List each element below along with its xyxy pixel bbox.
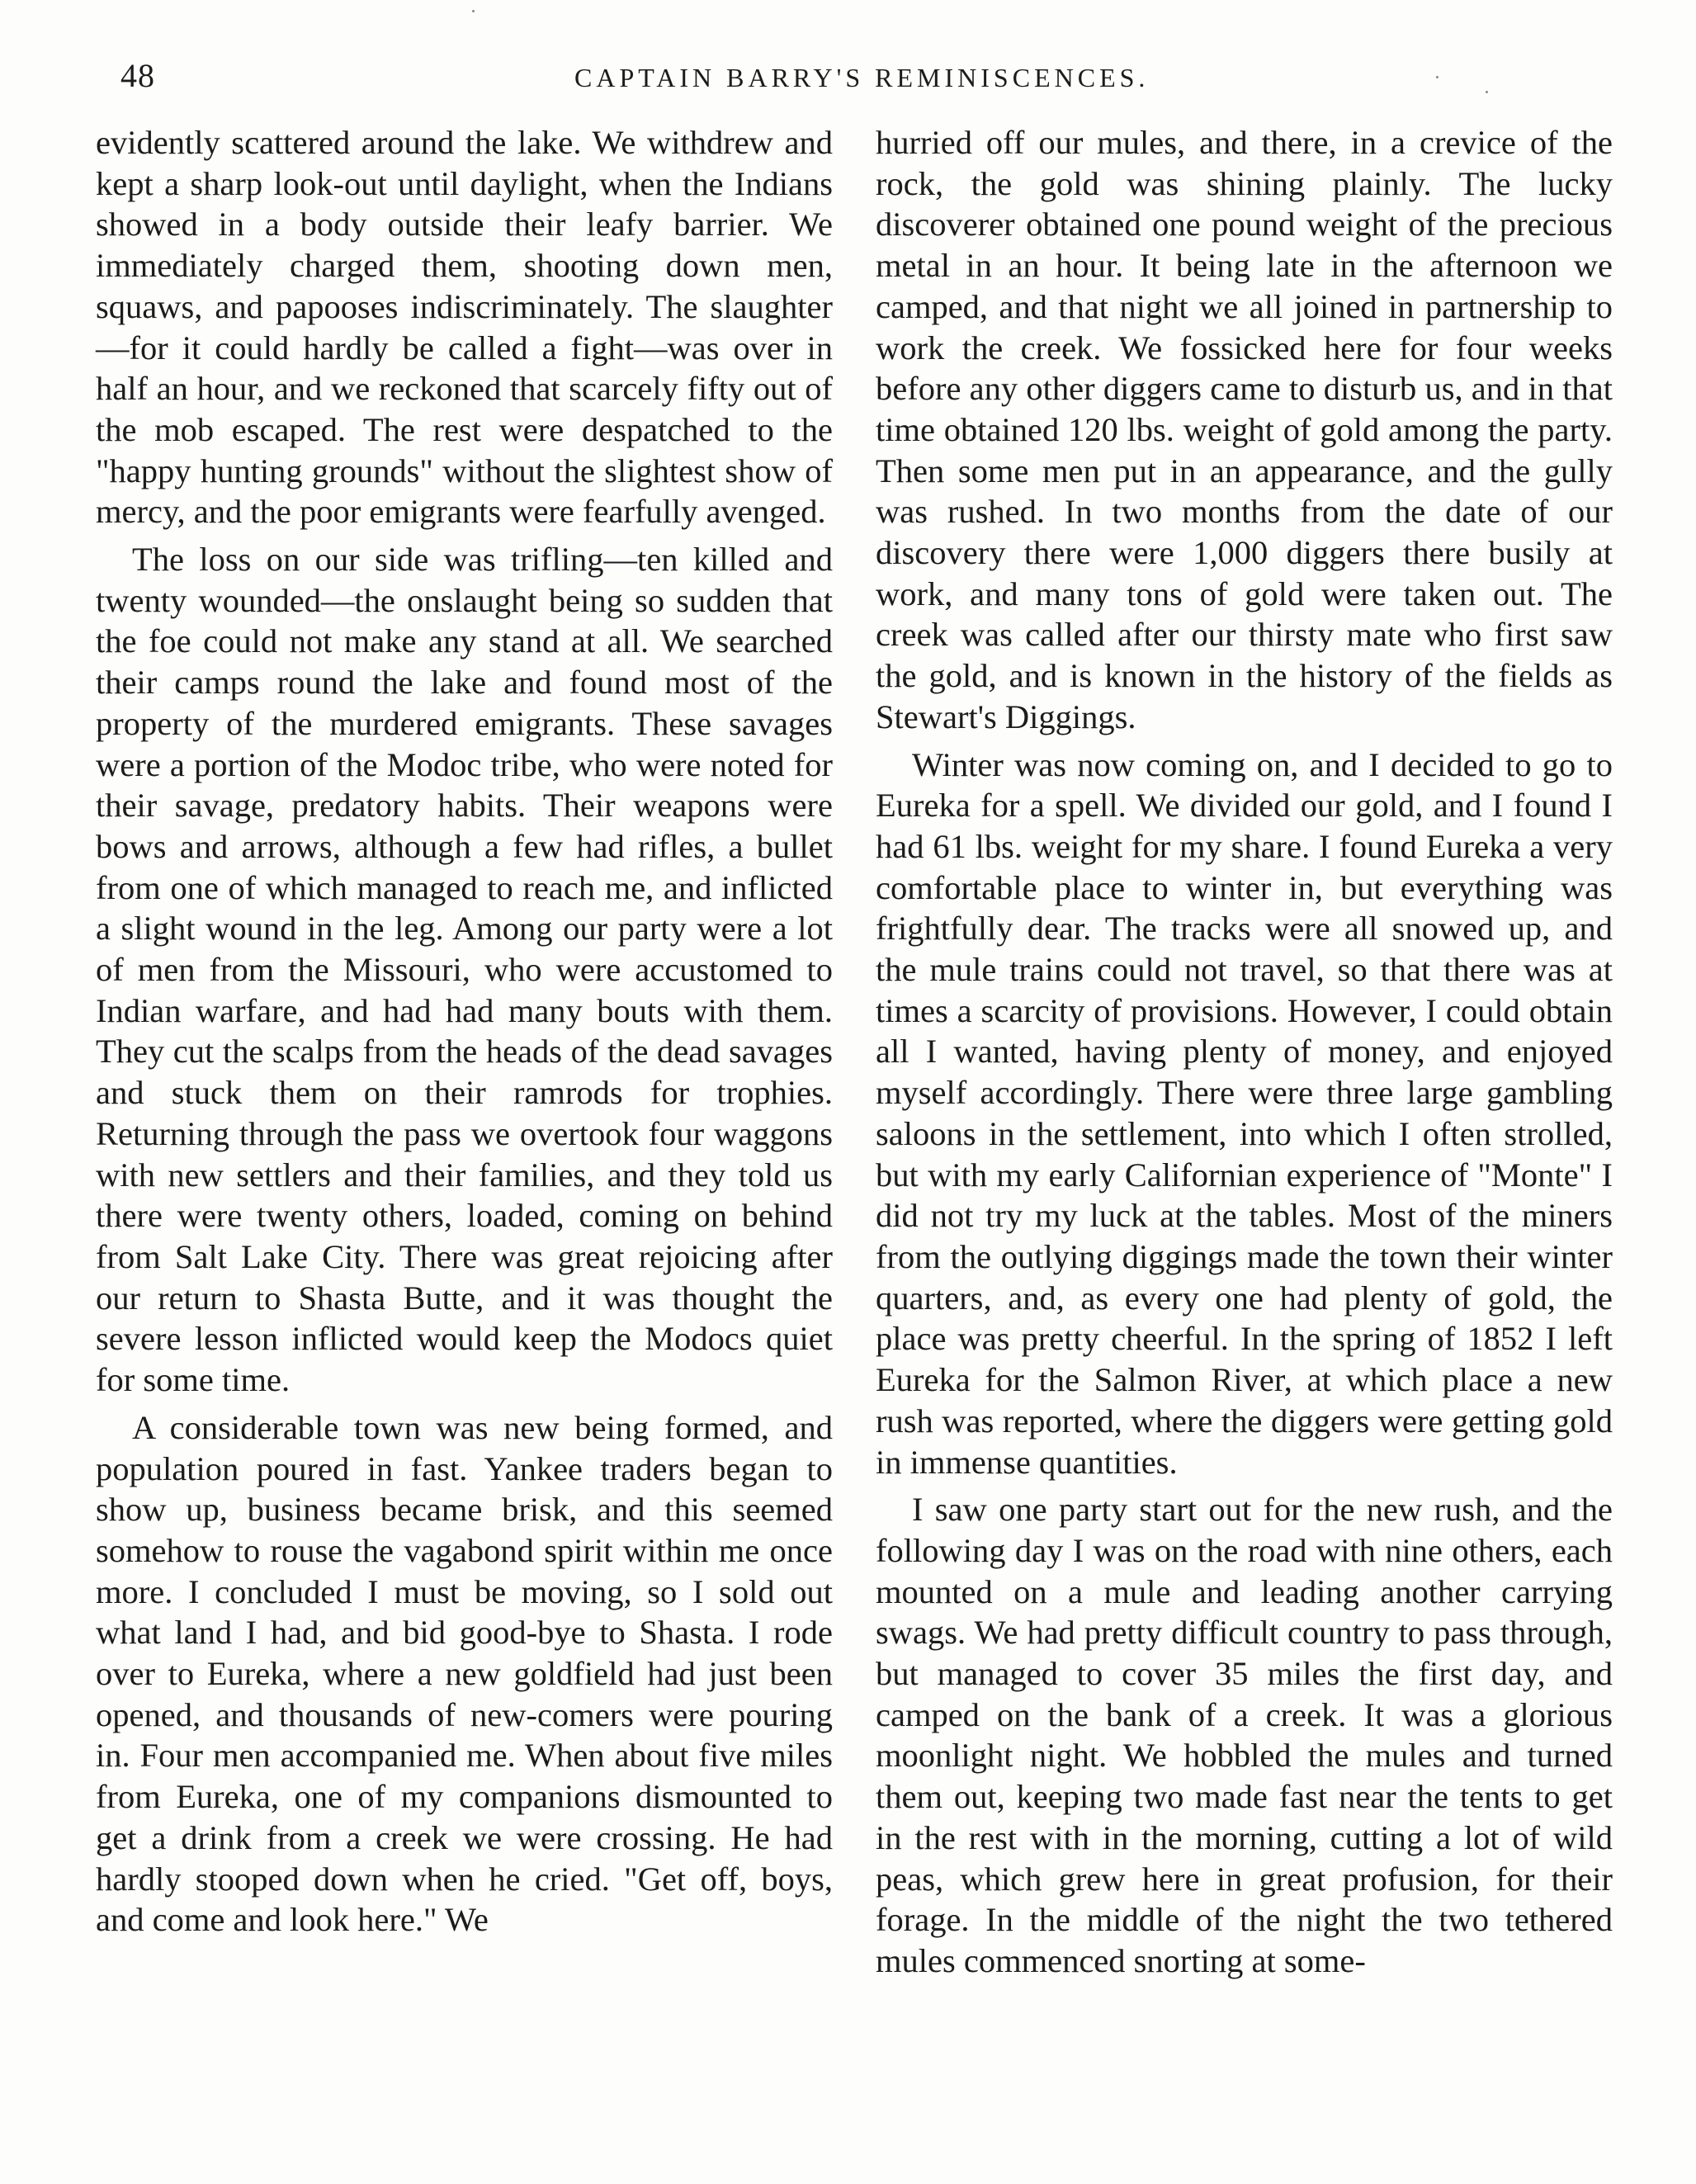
page-header: [96, 56, 1614, 106]
page-number: 48: [120, 57, 155, 94]
paragraph: Winter was now coming on, and I decided to go to Eureka for a spell. We divided our gold, and I found I had 61 lbs. weight for my share. I found Eureka a very comfortable place to winter in, but everything was frightfully dear. The tracks were all snowed up, and the mule trains could not travel, so that there was at times a scarcity of provisions. However, I could obtain all I wanted, having plenty of money, and enjoyed myself accordingly. There were three large gambling saloons in the settlement, into which I often strolled, but with my early Californian experience of "Monte" I did not try my luck at the tables. Most of the miners from the outlying diggings made the town their winter quarters, and, as every one had plenty of gold, the place was pretty cheerful. In the spring of 1852 I left Eureka for the Salmon River, at which place a new rush was reported, where the diggers were getting gold in immense quantities.: [876, 745, 1613, 1481]
paragraph: hurried off our mules, and there, in a crevice of the rock, the gold was shining plainly. The lucky discoverer obtained one pound weight of the precious metal in an hour. It being late in the afternoon we camped, and that night we all joined in partnership to work the creek. We fossicked here for four weeks before any other diggers came to disturb us, and in that time obtained 120 lbs. weight of gold among the party. Then some men put in an appearance, and the gully was rushed. In two months from the date of our discovery there were 1,000 diggers there busily at work, and many tons of gold were taken out. The creek was called after our thirsty mate who first saw the gold, and is known in the history of the fields as Stewart's Diggings.: [876, 124, 1613, 735]
paragraph: I saw one party start out for the new rush, and the following day I was on the road with nine others, each mounted on a mule and leading another carrying swags. We had pretty difficult country to pass through, but managed to cover 35 miles the first day, and camped on the bank of a creek. It was a glorious moonlight night. We hobbled the mules and turned them out, keeping two made fast near the tents to get in the rest with in the morning, cutting a lot of wild peas, which grew here in great profusion, for their forage. In the middle of the night the two tethered mules commenced snorting at some-: [876, 1491, 1613, 1979]
running-title: CAPTAIN BARRY'S REMINISCENCES.: [574, 63, 1150, 92]
print-speck: [472, 10, 475, 12]
print-speck: [1486, 91, 1488, 93]
paragraph: evidently scattered around the lake. We withdrew and kept a sharp look-out until daylight, when the Indians showed in a body outside their leafy barrier. We immediately charged them, shooting down men, squaws, and papooses indiscriminately. The slaughter—for it could hardly be called a fight—was over in half an hour, and we reckoned that scarcely fifty out of the mob escaped. The rest were despatched to the "happy hunting grounds" without the slightest show of mercy, and the poor emigrants were fearfully avenged.: [96, 124, 833, 531]
left-column: [96, 122, 833, 1941]
paragraph: A considerable town was new being formed, and population poured in fast. Yankee traders began to show up, business became brisk, and this seemed somehow to rouse the vagabond spirit within me once more. I concluded I must be moving, so I sold out what land I had, and bid good-bye to Shasta. I rode over to Eureka, where a new goldfield had just been opened, and thousands of new-comers were pouring in. Four men accompanied me. When about five miles from Eureka, one of my companions dismounted to get a drink from a creek we were crossing. He had hardly stooped down when he cried. "Get off, boys, and come and look here." We: [96, 1408, 833, 1939]
print-speck: [1436, 76, 1439, 78]
right-column: [876, 122, 1613, 1982]
paragraph: The loss on our side was trifling—ten killed and twenty wounded—the onslaught being so sudden that the foe could not make any stand at all. We searched their camps round the lake and found most of the property of the murdered emigrants. These savages were a portion of the Modoc tribe, who were noted for their savage, predatory habits. Their weapons were bows and arrows, although a few had rifles, a bullet from one of which managed to reach me, and inflicted a slight wound in the leg. Among our party were a lot of men from the Missouri, who were accustomed to Indian warfare, and had had many bouts with them. They cut the scalps from the heads of the dead savages and stuck them on their ramrods for trophies. Returning through the pass we overtook four waggons with new settlers and their families, and they told us there were twenty others, loaded, coming on behind from Salt Lake City. There was great rejoicing after our return to Shasta Butte, and it was thought the severe lesson inflicted would keep the Modocs quiet for some time.: [96, 541, 833, 1399]
